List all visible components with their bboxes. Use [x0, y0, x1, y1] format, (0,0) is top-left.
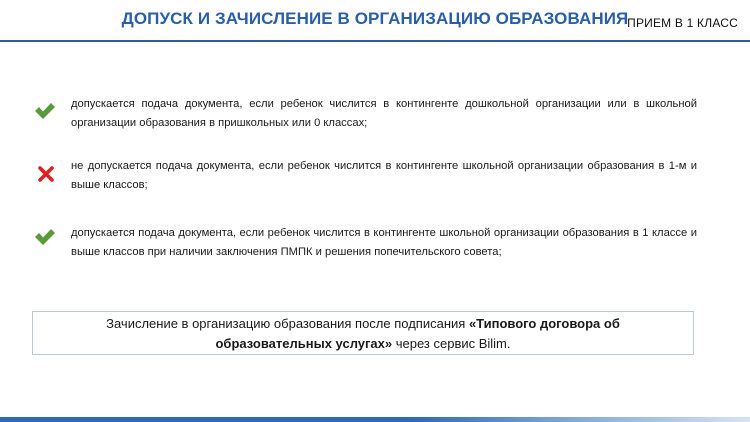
page-title: ДОПУСК И ЗАЧИСЛЕНИЕ В ОРГАНИЗАЦИЮ ОБРАЗОВАНИЯ: [121, 9, 629, 28]
note-contract-name: «Типового договора об образовательных услугах»: [215, 316, 620, 351]
check-icon: [34, 100, 56, 122]
note-text-before: Зачисление в организацию образования после подписания: [106, 316, 469, 331]
cross-icon: [37, 165, 55, 183]
enrollment-note: [32, 311, 694, 355]
footer-bar: [0, 417, 750, 422]
note-text-after: через сервис Bilim.: [392, 336, 511, 351]
item-text: допускается подача документа, если ребенок числится в контингенте дошкольной организации или в школьной организации образования в пришкольных или 0 классах;: [71, 98, 697, 129]
check-icon: [34, 226, 56, 248]
item-text: допускается подача документа, если ребенок числится в контингенте школьной организации образования в 1 классе и выше классов при наличии заключения ПМПК и решения попечительского совета;: [71, 227, 697, 258]
header-divider: [0, 40, 750, 42]
section-tagline: ПРИЕМ В 1 КЛАСС: [627, 16, 738, 30]
item-text: не допускается подача документа, если ребенок числится в контингенте школьной организации образования в 1-м и выше классов;: [71, 160, 697, 191]
